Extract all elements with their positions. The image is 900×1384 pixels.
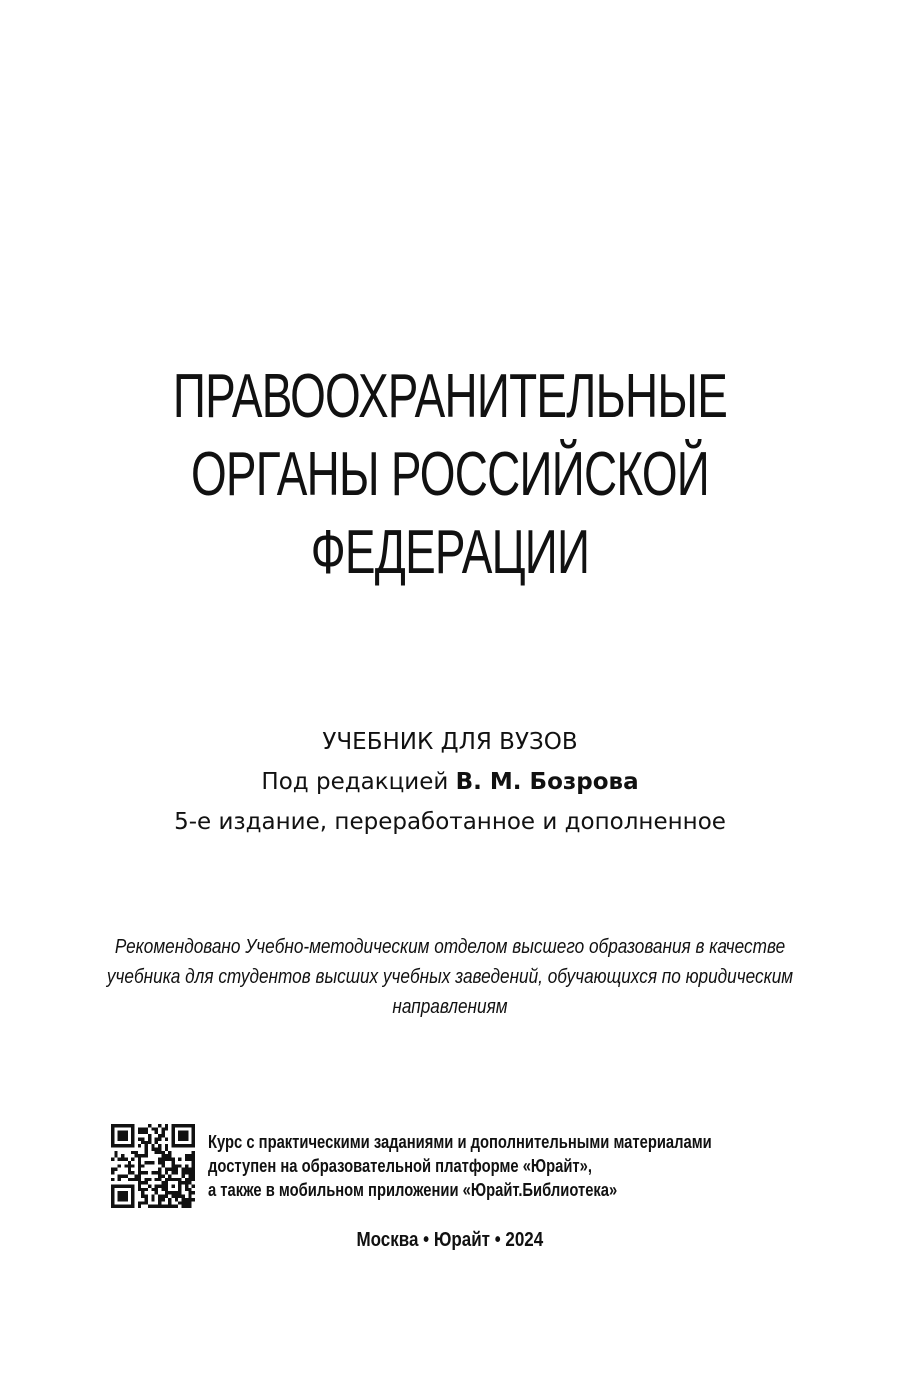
editor-prefix: Под редакцией [261, 769, 456, 795]
editor-line [0, 762, 900, 802]
course-info-line: доступен на образовательной платформе «Юрайт», [208, 1156, 592, 1176]
editor-name: В. М. Бозрова [455, 769, 639, 795]
edition-info: 5-е издание, переработанное и дополненное [174, 809, 726, 835]
recommendation-note [0, 932, 900, 1022]
book-title [0, 358, 900, 592]
course-info [208, 1130, 848, 1202]
imprint-text: Москва • Юрайт • 2024 [356, 1229, 544, 1251]
book-title-line: ПРАВООХРАНИТЕЛЬНЫЕ [172, 362, 728, 431]
book-type: УЧЕБНИК ДЛЯ ВУЗОВ [322, 729, 578, 755]
recommendation-line: Рекомендовано Учебно-методическим отделом высшего образования в качестве [114, 936, 786, 958]
recommendation-line: направлениям [392, 996, 508, 1018]
course-info-line: Курс с практическими заданиями и дополнительными материалами [208, 1132, 712, 1152]
book-title-line: ОРГАНЫ РОССИЙСКОЙ [190, 440, 710, 509]
publisher-imprint [0, 1226, 900, 1254]
book-title-line: ФЕДЕРАЦИИ [310, 518, 590, 587]
recommendation-line: учебника для студентов высших учебных заведений, обучающихся по юридическим [106, 966, 794, 988]
qr-code-icon [111, 1124, 195, 1208]
course-info-line: а также в мобильном приложении «Юрайт.Библиотека» [208, 1180, 618, 1200]
book-subtitle [0, 722, 900, 842]
